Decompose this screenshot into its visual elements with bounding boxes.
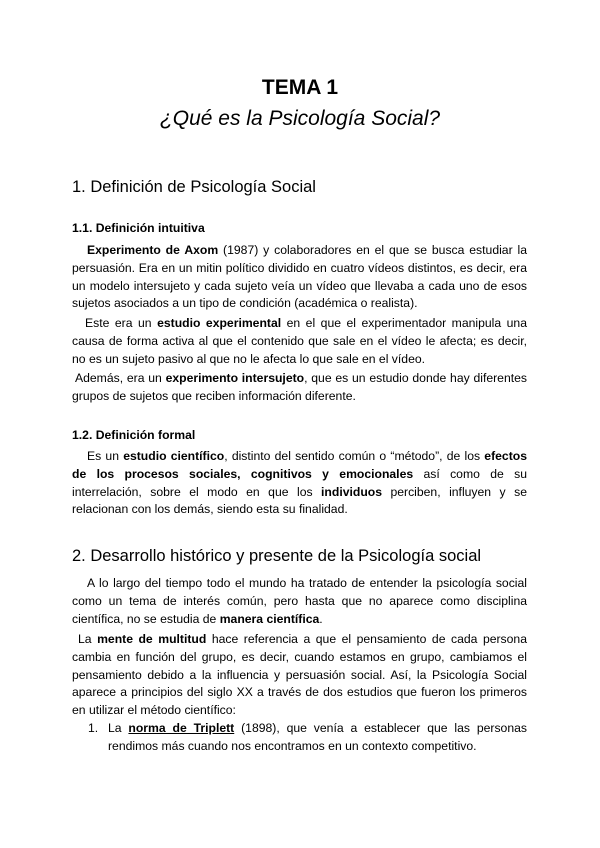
subsection-1-1-heading: 1.1. Definición intuitiva	[72, 221, 205, 235]
list-item-text: La	[108, 721, 129, 735]
paragraph-text: A lo largo del tiempo todo el mundo ha tratado de entender la psicología social como un tema de interés común, pero hasta que no aparece como disciplina científica, no se estudia de	[72, 576, 527, 626]
list-item-text: (1898), que venía a establecer que las personas rendimos más cuando nos encontramos en un contexto competitivo.	[108, 721, 527, 753]
section-1-heading: 1. Definición de Psicología Social	[72, 178, 316, 196]
subsection-1-2-heading: 1.2. Definición formal	[72, 428, 196, 442]
paragraph-text: (1987) y colaboradores en el que se busca estudiar la persuasión. Era en un mitin político dividido en cuatro vídeos distintos, es decir, era un modelo intersujeto y cada sujeto veía un vídeo que llevaba a cada uno de esos sujetos asociados a un tipo de condición (académica o realista).	[72, 243, 527, 311]
list-item-triplett	[108, 720, 527, 756]
list-item-number: 1.	[88, 721, 99, 735]
paragraph-text: así como de su interrelación, sobre el modo en que los	[72, 466, 527, 499]
paragraph-text: .	[319, 611, 323, 626]
term-scientific-study: estudio científico	[123, 449, 225, 463]
paragraph-intersubject	[72, 370, 527, 406]
term-experimental-study: estudio experimental	[157, 316, 282, 330]
term-triplett-norm	[128, 721, 234, 735]
paragraph-crowd-mind	[72, 631, 527, 720]
term-crowd-mind: mente de multitud	[97, 632, 207, 646]
document-subtitle: ¿Qué es la Psicología Social?	[159, 107, 441, 130]
paragraph-text: , que es un estudio donde hay diferentes grupos de sujetos que reciben información diferente.	[72, 371, 527, 403]
paragraph-text: Este era un	[85, 316, 158, 330]
term-scientific-manner: manera científica	[219, 611, 320, 626]
paragraph-history	[72, 575, 527, 628]
term-individuals: individuos	[321, 484, 382, 499]
paragraph-text: en el que el experimentador manipula una causa de forma activa al que el contenido que sale en el vídeo le afecta; es decir, no es un sujeto pasivo al que no le afecta lo que sale en el vídeo.	[72, 316, 527, 366]
paragraph-text: Es un	[87, 449, 124, 463]
term-triplett-norm-underline: norma de Triplett	[128, 721, 235, 735]
paragraph-experimental-study	[72, 315, 527, 368]
paragraph-formal-definition	[72, 448, 527, 519]
document-title: TEMA 1	[261, 76, 339, 99]
section-2-heading: 2. Desarrollo histórico y presente de la Psicología social	[72, 547, 482, 565]
paragraph-text: La	[78, 632, 98, 646]
paragraph-text: perciben, influyen y se relacionan con los demás, siendo esta su finalidad.	[72, 484, 528, 517]
paragraph-axom-experiment	[72, 242, 527, 313]
term-effects-processes: efectos de los procesos sociales, cognitivos y emocionales	[72, 449, 527, 481]
paragraph-text: hace referencia a que el pensamiento de cada persona cambia en función del grupo, es decir, cuando estamos en grupo, cambiamos el pensamiento debido a la influencia y persuasión social. Así, la Psicología Social aparece a principios del siglo XX a través de dos estudios que fueron los primeros en utilizar el método científico:	[72, 632, 527, 718]
term-intersubject-experiment: experimento intersujeto	[165, 371, 305, 385]
term-axom-experiment: Experimento de Axom	[87, 243, 219, 257]
paragraph-text: , distinto del sentido común o “método”, de los	[224, 449, 485, 463]
paragraph-text: Además, era un	[75, 371, 166, 385]
